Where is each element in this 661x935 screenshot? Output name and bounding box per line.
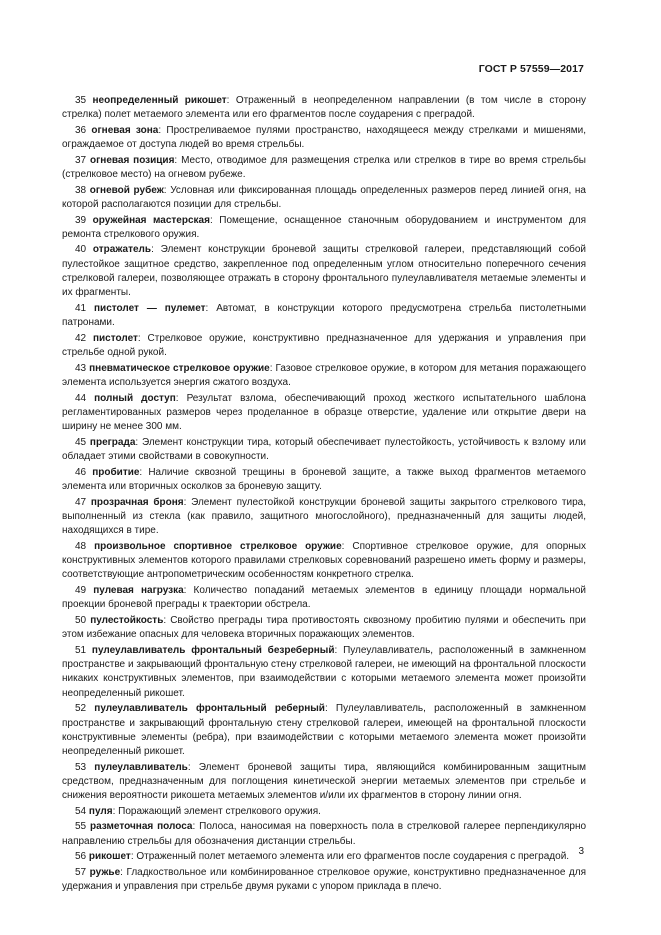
term-separator: : — [135, 436, 139, 448]
term-entry — [62, 184, 586, 213]
term-number: 36 — [75, 124, 87, 136]
term-number: 57 — [75, 866, 87, 878]
term-separator: : — [205, 302, 209, 314]
term-number: 35 — [75, 95, 87, 106]
term-name: неопределенный рикошет — [92, 95, 227, 106]
term-entry — [62, 866, 586, 895]
term-name: прозрачная броня — [90, 496, 184, 508]
term-name: полный доступ — [94, 392, 176, 404]
term-definition: Пулеулавливатель, расположенный в замкненном пространстве и закрывающий фронтальную стену стрелковой галереи, не имеющий на фронтальной плоскости никаких конструктивных элементов, при взаимодействии с которыми метаемого элемента может произойти неопределенный рикошет. — [62, 644, 587, 699]
term-entry — [62, 850, 586, 864]
term-definition: Свойство преграды тира противостоять сквозному пробитию пулями и обеспечить при этом избежание опасных для человека вторичных поражающих элементов. — [62, 614, 586, 641]
term-definition: Количество попаданий метаемых элементов в единицу площади нормальной проекции броневой преграды к траектории обстрела. — [62, 584, 587, 611]
term-definition: Простреливаемое пулями пространство, находящееся между стрелками и мишенями, ограждаемое от доступа людей во время стрельбы. — [62, 124, 587, 151]
term-separator: : — [112, 805, 116, 817]
term-number: 37 — [75, 154, 87, 166]
term-entry — [62, 614, 586, 643]
term-entry — [62, 540, 586, 583]
term-name: пулестойкость — [90, 614, 164, 626]
term-number: 43 — [75, 362, 87, 374]
term-entry — [62, 466, 586, 495]
term-definition: Условная или фиксированная площадь определенных размеров перед линией огня, на которой располагаются позиции для стрельбы. — [62, 184, 586, 210]
term-separator: : — [151, 244, 154, 256]
term-definition: Гладкоствольное или комбинированное стрелковое оружие, конструктивно предназначенное для удержания и управления при стрельбе двумя руками с упором приклада в плечо. — [62, 866, 587, 893]
term-separator: : — [174, 154, 178, 166]
term-definition: Элемент конструкции тира, который обеспечивает пулестойкость, устойчивость к взлому или обладает этими свойствами в совокупности. — [62, 436, 586, 463]
term-name: пулеулавливатель — [94, 761, 188, 773]
term-separator: : — [120, 866, 123, 878]
term-entry — [62, 154, 586, 183]
term-number: 44 — [75, 392, 87, 404]
term-separator: : — [158, 124, 162, 136]
term-number: 51 — [75, 644, 87, 656]
term-separator: : — [130, 851, 134, 863]
term-separator: : — [192, 821, 196, 833]
term-entry — [62, 584, 586, 613]
term-name: ружье — [89, 866, 121, 878]
term-name: пистолет — [92, 332, 138, 344]
term-number: 52 — [75, 703, 87, 715]
term-entry — [62, 644, 586, 701]
term-separator: : — [163, 614, 167, 626]
term-separator: : — [324, 703, 328, 715]
term-entry — [62, 243, 586, 300]
term-separator: : — [183, 496, 187, 508]
term-definition: Место, отводимое для размещения стрелка или стрелков в тире во время стрельбы (стрелковое место) на огневом рубеже. — [62, 154, 586, 181]
term-separator: : — [175, 392, 179, 404]
term-number: 50 — [75, 614, 87, 626]
term-definition: Спортивное стрелковое оружие, для опорных конструктивных элементов которого правилами стрелковых соревнований разрешено иметь форму и размеры, соответствующие антропометрическим особенностям конкретного стрелка. — [62, 540, 586, 581]
term-entry — [62, 805, 586, 819]
term-separator: : — [139, 466, 143, 478]
term-name: оружейная мастерская — [92, 214, 210, 226]
term-name: пулеулавливатель фронтальный реберный — [94, 703, 325, 715]
term-entry — [62, 362, 586, 391]
term-name: отражатель — [92, 244, 152, 256]
term-entry — [62, 496, 586, 539]
term-number: 49 — [75, 584, 87, 596]
term-entry — [62, 392, 586, 435]
term-definition: Элемент броневой защиты тира, являющийся комбинированным защитным средством, предназначенным для поглощения кинетической энергии метаемых элементов при стрельбе и снижения вероятности рикошета метаемых элементов и/или их фрагментов в сторону линии огня. — [62, 761, 587, 802]
term-separator: : — [341, 540, 345, 552]
term-definition: Помещение, оснащенное станочным оборудованием и инструментом для ремонта стрелкового оружия. — [62, 214, 587, 240]
term-separator: : — [163, 184, 167, 196]
term-number: 47 — [75, 496, 87, 508]
term-name: преграда — [89, 436, 136, 448]
term-number: 39 — [75, 214, 87, 226]
term-separator: : — [269, 362, 273, 374]
term-separator: : — [137, 332, 141, 344]
term-name: огневая зона — [91, 124, 159, 136]
term-entry — [62, 302, 586, 331]
term-entry — [62, 214, 586, 243]
term-name: пистолет — пулемет — [94, 302, 206, 314]
term-name: пулевая нагрузка — [93, 584, 184, 596]
term-definition: Отраженный полет метаемого элемента или его фрагментов после соударения с преградой. — [136, 851, 570, 863]
term-separator: : — [226, 95, 230, 106]
term-number: 45 — [75, 436, 87, 448]
term-number: 48 — [75, 540, 87, 552]
term-entry — [62, 761, 586, 804]
term-number: 46 — [75, 466, 87, 478]
term-definition: Автомат, в конструкции которого предусмотрена стрельба пистолетными патронами. — [62, 302, 587, 329]
term-number: 53 — [75, 761, 87, 773]
document-header-standard: ГОСТ Р 57559—2017 — [478, 63, 584, 75]
term-definition: Элемент пулестойкой конструкции броневой защиты закрытого стрелкового тира, выполненный из стекла (как правило, защитного многослойного), предназначенный для защиты людей, находящихся в тире. — [62, 496, 586, 537]
term-number: 38 — [75, 184, 87, 196]
term-name: пуля — [88, 805, 113, 817]
term-number: 55 — [75, 821, 87, 833]
terms-list — [62, 94, 586, 896]
term-entry — [62, 702, 586, 759]
term-definition: Элемент конструкции броневой защиты стрелковой галереи, представляющий собой пулестойкое защитное средство, закрепленное под определенным углом относительно поперечного сечения стрелковой галереи, позволяющее отражать в сторону фронтального пулеулавливателя метаемые элементы и их фрагменты. — [62, 244, 587, 299]
term-definition: Пулеулавливатель, расположенный в замкненном пространстве и закрывающий фронтальную стену стрелковой галереи, имеющей на фронтальной плоскости конструктивные элементы (ребра), при взаимодействии с которыми метаемого элемента может произойти неопределенный рикошет. — [62, 703, 587, 758]
term-definition: Отраженный в неопределенном направлении (в том числе в сторону стрелка) полет метаемого элемента или его фрагментов после соударения с преградой. — [62, 95, 587, 121]
term-definition: Стрелковое оружие, конструктивно предназначенное для удержания и управления при стрельбе одной рукой. — [62, 332, 587, 359]
term-separator: : — [334, 644, 338, 656]
term-separator: : — [209, 214, 213, 226]
term-name: пневматическое стрелковое оружие — [89, 362, 270, 374]
term-entry — [62, 94, 586, 123]
term-name: разметочная полоса — [90, 821, 193, 833]
term-name: пробитие — [92, 466, 140, 478]
term-number: 41 — [75, 302, 87, 314]
term-number: 42 — [75, 332, 87, 344]
term-entry — [62, 436, 586, 465]
term-name: рикошет — [88, 851, 131, 863]
term-separator: : — [187, 761, 191, 773]
term-definition: Наличие сквозной трещины в броневой защите, а также выход фрагментов метаемого элемента или вторичных осколков за броневую защиту. — [62, 466, 586, 492]
term-definition: Газовое стрелковое оружие, в котором для метания поражающего элемента используется энергия сжатого воздуха. — [62, 362, 587, 389]
term-name: огневая позиция — [90, 154, 175, 166]
term-entry — [62, 332, 586, 361]
term-number: 40 — [75, 244, 87, 256]
page-number: 3 — [578, 846, 584, 857]
term-name: огневой рубеж — [89, 184, 164, 196]
term-number: 54 — [75, 805, 87, 817]
term-entry — [62, 820, 586, 849]
term-number: 56 — [75, 851, 87, 863]
term-name: пулеулавливатель фронтальный безреберный — [91, 644, 335, 656]
term-name: произвольное спортивное стрелковое оружие — [94, 540, 342, 552]
term-definition: Результат взлома, обеспечивающий проход жесткого испытательного шаблона регламентированных размеров через проделанное в образце отверстие, удаление или открытие двери на ширину не менее 300 мм. — [62, 392, 586, 433]
term-entry — [62, 124, 586, 153]
term-definition: Полоса, наносимая на поверхность пола в стрелковой галерее перпендикулярно направлению стрельбы для обозначения дистанции стрельбы. — [62, 821, 587, 847]
term-separator: : — [183, 584, 187, 596]
term-definition: Поражающий элемент стрелкового оружия. — [118, 805, 321, 817]
